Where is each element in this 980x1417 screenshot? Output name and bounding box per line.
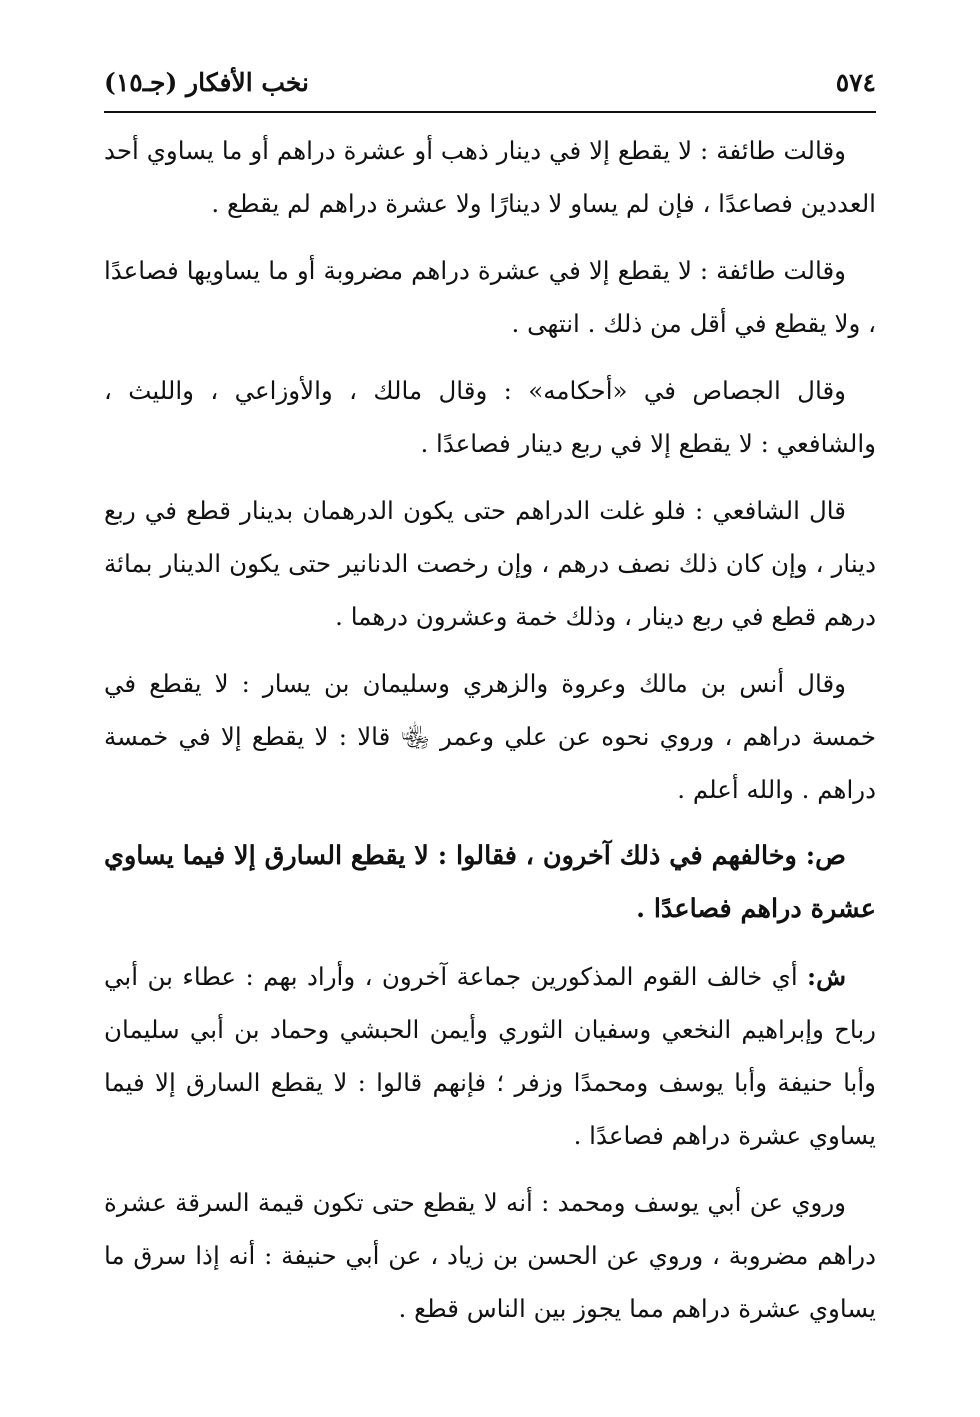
paragraph-text: وروي عن أبي يوسف ومحمد : أنه لا يقطع حتى تكون قيمة السرقة عشرة دراهم مضروبة ، وروي عن الحسن بن زياد ، عن أبي حنيفة : أنه إذا سرق ما يساوي عشرة دراهم مما يجوز بين الناس قطع . <box>104 1188 876 1323</box>
paragraph <box>104 1176 876 1335</box>
paragraph-text: وقال الجصاص في «أحكامه» : وقال مالك ، والأوزاعي ، والليث ، والشافعي : لا يقطع إلا في ربع دينار فصاعدًا . <box>104 376 876 458</box>
paragraph-text: وقال أنس بن مالك وعروة والزهري وسليمان بن يسار : لا يقطع في خمسة دراهم ، وروي نحوه عن علي وعمر ﵄ قالا : لا يقطع إلا في خمسة دراهم . والله أعلم . <box>104 669 876 804</box>
paragraph <box>104 657 876 816</box>
paragraph-text: وقالت طائفة : لا يقطع إلا في عشرة دراهم مضروبة أو ما يساويها فصاعدًا ، ولا يقطع في أقل من ذلك . انتهى . <box>104 256 876 338</box>
paragraph <box>104 244 876 350</box>
matn-paragraph <box>104 830 876 936</box>
running-header <box>104 58 876 106</box>
paragraph <box>104 364 876 470</box>
matn-marker: ص: <box>805 841 846 871</box>
book-title: نخب الأفكار (جـ١٥) <box>104 67 310 97</box>
paragraph-text: وقالت طائفة : لا يقطع إلا في دينار ذهب أو عشرة دراهم أو ما يساوي أحد العددين فصاعدًا ، فإن لم يساو لا دينارًا ولا عشرة دراهم لم يقطع . <box>104 136 876 218</box>
paragraph <box>104 484 876 643</box>
page-number: ٥٧٤ <box>835 67 876 97</box>
header-rule <box>104 111 876 113</box>
paragraph-text: وخالفهم في ذلك آخرون ، فقالوا : لا يقطع السارق إلا فيما يساوي عشرة دراهم فصاعدًا . <box>104 841 876 924</box>
sharh-marker: ش: <box>807 962 846 991</box>
sharh-paragraph <box>104 950 876 1162</box>
paragraph-text: أي خالف القوم المذكورين جماعة آخرون ، وأراد بهم : عطاء بن أبي رباح وإبراهيم النخعي وسفيان الثوري وأيمن الحبشي وحماد بن أبي سليمان وأبا حنيفة وأبا يوسف ومحمدًا وزفر ؛ فإنهم قالوا : لا يقطع السارق إلا فيما يساوي عشرة دراهم فصاعدًا . <box>104 962 876 1150</box>
paragraph <box>104 124 876 230</box>
body-text <box>104 124 876 1349</box>
paragraph-text: قال الشافعي : فلو غلت الدراهم حتى يكون الدرهمان بدينار قطع في ربع دينار ، وإن كان ذلك نصف درهم ، وإن رخصت الدنانير حتى يكون الدينار بمائة درهم قطع في ربع دينار ، وذلك خمة وعشرون درهما . <box>104 496 876 631</box>
